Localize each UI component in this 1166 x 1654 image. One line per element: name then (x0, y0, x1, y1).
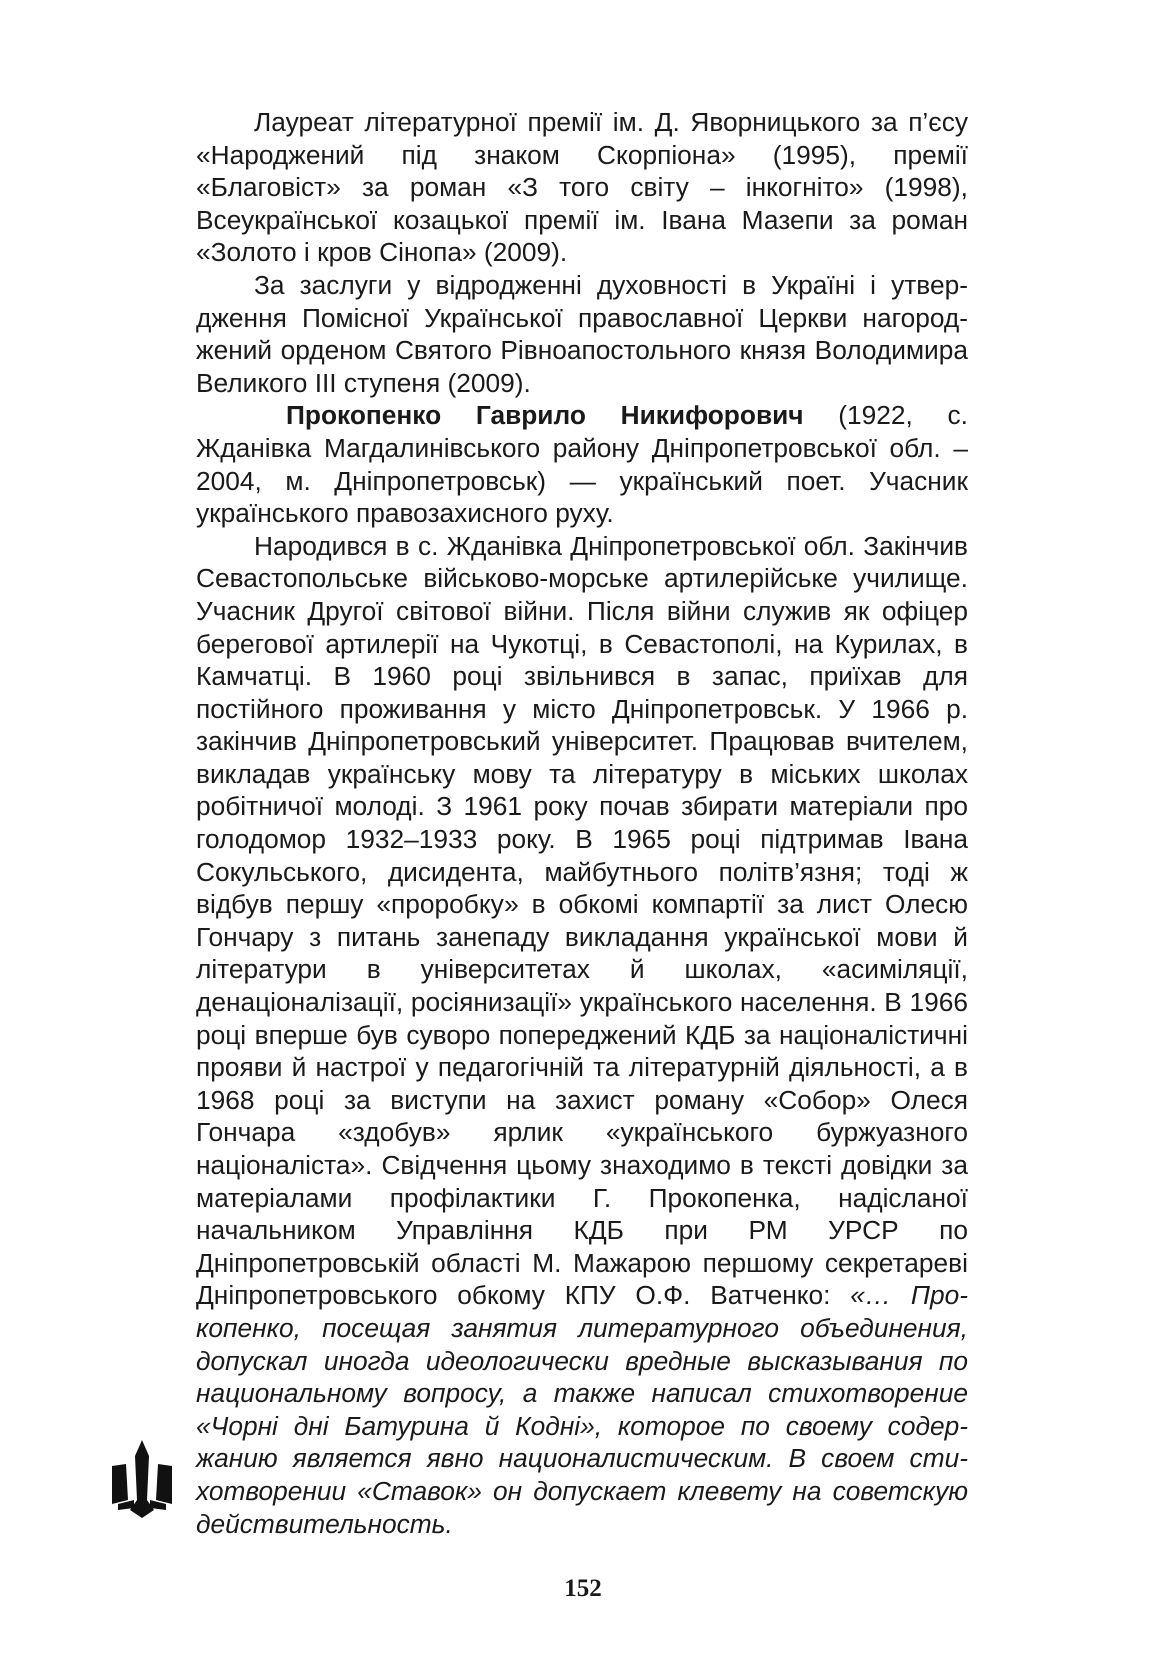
person-name: Прокопенко Гаврило Никифорович (286, 400, 804, 431)
biography-text: Народився в с. Жданівка Дніпропетровської обл. Закінчив Севастопольське військово-морське артилерійське училище. Учасник Другої світової війни. Після війни служив як офіцер берегової артилерії на Чукотці, в Севастополі, на Курилах, в Камчатці. В 1960 році звільнився в запас, приїхав для постійного проживання у місто Дніпропетровськ. У 1966 р. закінчив Дніпропетровський університет. Працював вчителем, викладав українську мову та літературу в міських школах робітничої молоді. З 1961 року почав збирати матеріали про голодомор 1932–1933 року. В 1965 році підтримав Івана Сокульського, дисидента, майбутнього політв’язня; тоді ж відбув першу «проробку» в обкомі компартії за лист Олесю Гончару з питань занепаду викладання української мови й літератури в університетах й школах, «асиміляції, денаціоналізації, росіянизації» українського населення. В 1966 році вперше був суворо попереджений КДБ за націоналістичні прояви й настрої у педагогічній та літературній діяльності, а в 1968 році за виступи на захист роману «Собор» Олеся Гончара «здобув» ярлик «українського буржуазного націоналіста». Свідчення цьому знаходимо в тексті довідки за матеріалами профілактики Г. Прокопенка, надісланої начальником Управління КДБ при РМ УРСР по Дніпропетровській області М. Мажарою першому секретареві Дніпропетровського обкому КПУ О.Ф. Ватченко: (196, 530, 968, 1311)
page-text (196, 106, 968, 1540)
biography-header-paragraph (196, 399, 968, 529)
page-number: 152 (564, 1575, 602, 1602)
kgb-quote: «… Прокопенко, посещая занятия литературного объединения, допускал иногда идеологически вредные высказывания по национальному вопросу, а также написал стихотворение «Чорні дні Батурина й Кодні», которое по своему содержанию является явно националистическим. В своем стихотворении «Ставок» он допускает клевету на советскую действительность. (196, 1280, 968, 1539)
trident-emblem-icon (110, 1440, 174, 1518)
biography-body-paragraph (196, 530, 968, 1540)
order-paragraph: За заслуги у відродженні духовності в Україні і утвердження Помісної Української православної Церкви нагороджений орденом Святого Рівноапостольного князя Володимира Великого ІІІ ступеня (2009). (196, 269, 968, 398)
awards-paragraph: Лауреат літературної премії ім. Д. Яворницького за п’єсу «Народжений під знаком Скорпіона» (1995), премії «Благовіст» за роман «З того світу – інкогніто» (1998), Всеукраїнської козацької премії ім. Івана Мазепи за роман «Золото і кров Сінопа» (2009). (196, 107, 968, 268)
biography-dates: (1922, с. Жданівка Магдалинівського району Дніпропетровської обл. – 2004, м. Дніпропетровськ) — український поет. Учасник українського правозахисного руху. (196, 400, 968, 529)
